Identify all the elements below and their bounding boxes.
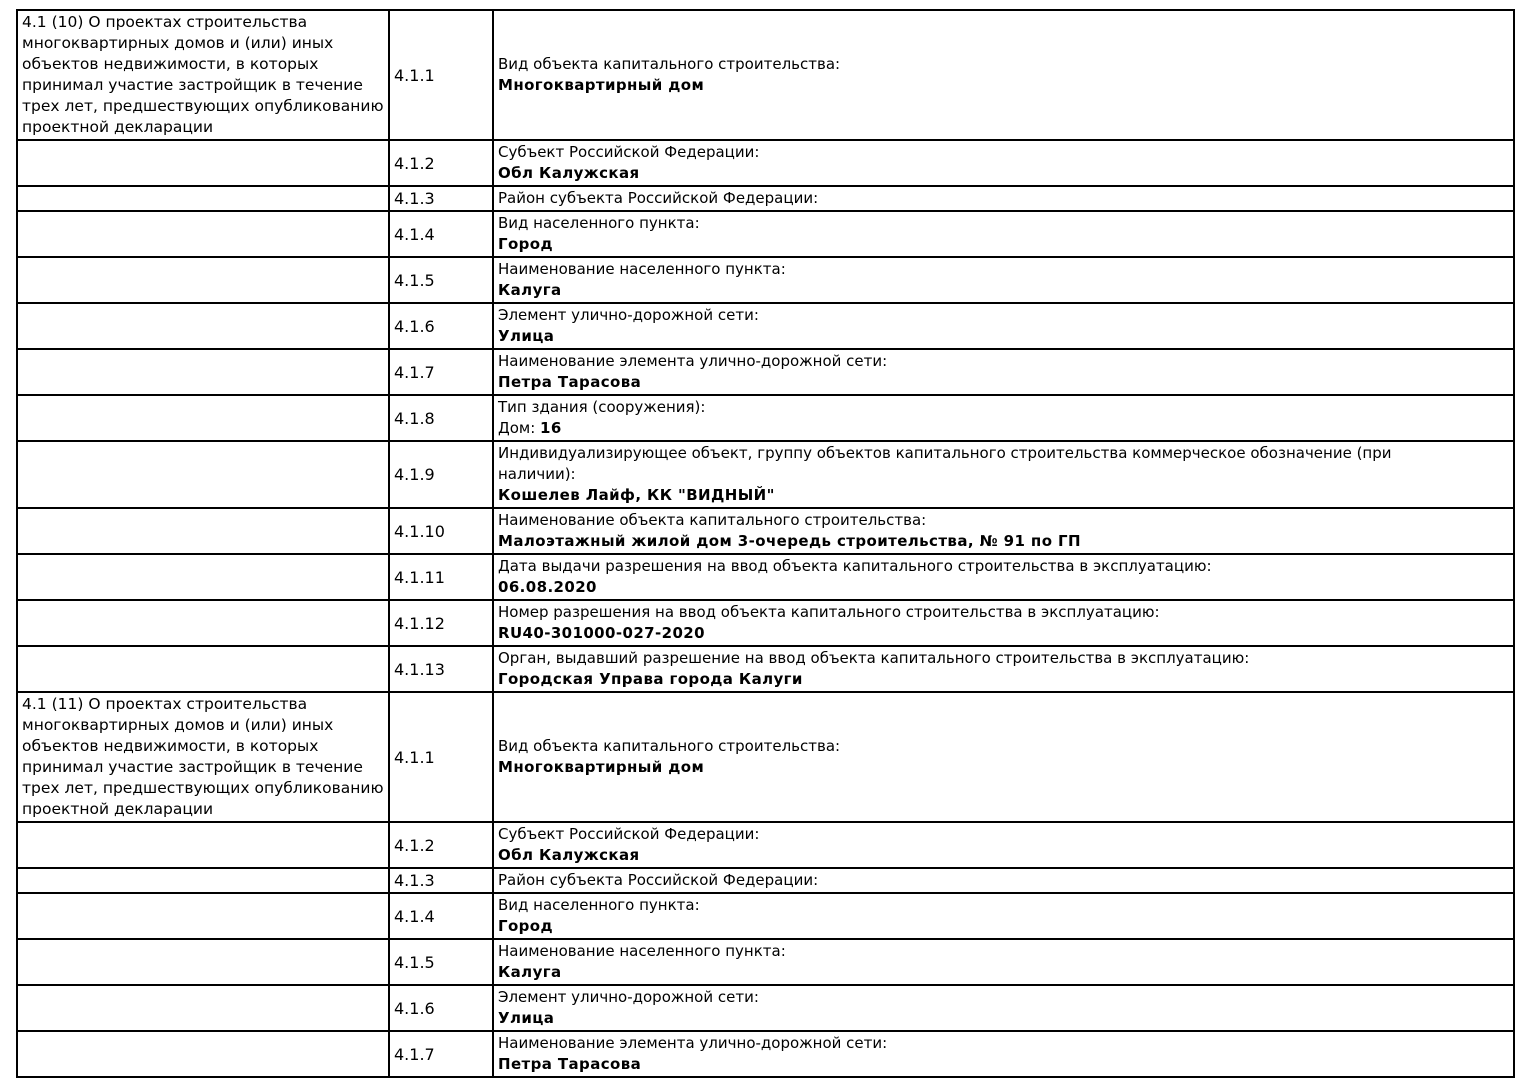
section-description-cell bbox=[17, 257, 389, 303]
table-row bbox=[17, 349, 1514, 395]
table-row bbox=[17, 822, 1514, 868]
section-description-cell bbox=[17, 822, 389, 868]
field-value: 16 bbox=[540, 419, 562, 437]
field-label: Субъект Российской Федерации: bbox=[498, 143, 760, 161]
field-value-line bbox=[498, 577, 1503, 598]
field-value: Петра Тарасова bbox=[498, 1055, 642, 1073]
section-description-cell bbox=[17, 10, 389, 140]
field-label: Наименование населенного пункта: bbox=[498, 942, 786, 960]
section-description-cell bbox=[17, 692, 389, 822]
table-row bbox=[17, 395, 1514, 441]
field-label: Наименование элемента улично-дорожной сети: bbox=[498, 1034, 888, 1052]
field-value: RU40-301000-027-2020 bbox=[498, 624, 705, 642]
row-number: 4.1.13 bbox=[394, 659, 445, 679]
field-label: Номер разрешения на ввод объекта капитального строительства в эксплуатацию: bbox=[498, 603, 1160, 621]
field-value-line bbox=[498, 163, 1503, 184]
row-content-cell bbox=[493, 257, 1514, 303]
field-value-line bbox=[498, 669, 1503, 690]
field-label: Тип здания (сооружения): bbox=[498, 398, 706, 416]
row-content-cell bbox=[493, 692, 1514, 822]
section-title: 4.1 (10) О проектах строительства многоквартирных домов и (или) иных объектов недвижимости, в которых принимал участие застройщик в течение трех лет, предшествующих опубликованию проектной декларации bbox=[22, 13, 384, 136]
row-number-cell bbox=[389, 257, 493, 303]
section-description-cell bbox=[17, 554, 389, 600]
section-description-cell bbox=[17, 441, 389, 508]
row-content-cell bbox=[493, 186, 1514, 211]
field-label: Индивидуализирующее объект, группу объектов капитального строительства коммерческое обозначение (при наличии): bbox=[498, 444, 1392, 483]
field-value-line bbox=[498, 1054, 1503, 1075]
field-value: Многоквартирный дом bbox=[498, 758, 705, 776]
section-description-cell bbox=[17, 646, 389, 692]
row-content-cell bbox=[493, 395, 1514, 441]
field-value-line bbox=[498, 916, 1503, 937]
field-label: Наименование объекта капитального строительства: bbox=[498, 511, 927, 529]
field-value-line bbox=[498, 1008, 1503, 1029]
field-value-line bbox=[498, 531, 1503, 552]
row-number: 4.1.7 bbox=[394, 1044, 435, 1064]
field-label: Орган, выдавший разрешение на ввод объекта капитального строительства в эксплуатацию: bbox=[498, 649, 1250, 667]
field-value-line bbox=[498, 234, 1503, 255]
field-value-line bbox=[498, 845, 1503, 866]
row-number: 4.1.4 bbox=[394, 224, 435, 244]
row-number: 4.1.2 bbox=[394, 153, 435, 173]
field-label: Наименование населенного пункта: bbox=[498, 260, 786, 278]
field-value-line bbox=[498, 372, 1503, 393]
row-content-cell bbox=[493, 822, 1514, 868]
row-number: 4.1.5 bbox=[394, 952, 435, 972]
row-content-cell bbox=[493, 868, 1514, 893]
table-row bbox=[17, 939, 1514, 985]
row-number-cell bbox=[389, 692, 493, 822]
row-number: 4.1.11 bbox=[394, 567, 445, 587]
field-value: Калуга bbox=[498, 963, 562, 981]
table-row bbox=[17, 692, 1514, 822]
row-number-cell bbox=[389, 600, 493, 646]
row-number-cell bbox=[389, 554, 493, 600]
field-value-prefix: Дом: bbox=[498, 419, 541, 437]
row-number-cell bbox=[389, 508, 493, 554]
row-number: 4.1.1 bbox=[394, 65, 435, 85]
table-row bbox=[17, 303, 1514, 349]
row-number-cell bbox=[389, 822, 493, 868]
row-content-cell bbox=[493, 600, 1514, 646]
row-content-cell bbox=[493, 646, 1514, 692]
row-number-cell bbox=[389, 140, 493, 186]
table-row bbox=[17, 186, 1514, 211]
section-description-cell bbox=[17, 395, 389, 441]
field-label: Район субъекта Российской Федерации: bbox=[498, 871, 819, 889]
row-number-cell bbox=[389, 646, 493, 692]
row-number: 4.1.12 bbox=[394, 613, 445, 633]
field-value: Многоквартирный дом bbox=[498, 76, 705, 94]
table-row bbox=[17, 985, 1514, 1031]
section-description-cell bbox=[17, 211, 389, 257]
field-label: Наименование элемента улично-дорожной сети: bbox=[498, 352, 888, 370]
field-label: Элемент улично-дорожной сети: bbox=[498, 306, 759, 324]
row-number: 4.1.3 bbox=[394, 871, 435, 890]
field-value-line bbox=[498, 485, 1503, 506]
field-value: Кошелев Лайф, КК "ВИДНЫЙ" bbox=[498, 486, 775, 504]
row-number: 4.1.9 bbox=[394, 465, 435, 484]
row-content-cell bbox=[493, 1031, 1514, 1077]
row-number-cell bbox=[389, 10, 493, 140]
row-number: 4.1.10 bbox=[394, 521, 445, 541]
declaration-table-body bbox=[17, 10, 1514, 1077]
field-label: Элемент улично-дорожной сети: bbox=[498, 988, 759, 1006]
field-label: Вид населенного пункта: bbox=[498, 896, 700, 914]
field-value-line bbox=[498, 75, 1503, 96]
section-description-cell bbox=[17, 303, 389, 349]
section-description-cell bbox=[17, 186, 389, 211]
section-description-cell bbox=[17, 508, 389, 554]
section-description-cell bbox=[17, 349, 389, 395]
row-content-cell bbox=[493, 893, 1514, 939]
row-number-cell bbox=[389, 186, 493, 211]
row-number: 4.1.2 bbox=[394, 835, 435, 855]
field-label: Субъект Российской Федерации: bbox=[498, 825, 760, 843]
row-number: 4.1.3 bbox=[394, 189, 435, 208]
row-number-cell bbox=[389, 939, 493, 985]
row-content-cell bbox=[493, 10, 1514, 140]
section-description-cell bbox=[17, 939, 389, 985]
table-row bbox=[17, 257, 1514, 303]
section-description-cell bbox=[17, 600, 389, 646]
row-content-cell bbox=[493, 211, 1514, 257]
row-number-cell bbox=[389, 985, 493, 1031]
row-number-cell bbox=[389, 211, 493, 257]
row-content-cell bbox=[493, 939, 1514, 985]
row-number-cell bbox=[389, 893, 493, 939]
table-row bbox=[17, 646, 1514, 692]
field-value-line bbox=[498, 623, 1503, 644]
table-row bbox=[17, 600, 1514, 646]
field-label: Вид населенного пункта: bbox=[498, 214, 700, 232]
field-label: Дата выдачи разрешения на ввод объекта капитального строительства в эксплуатацию: bbox=[498, 557, 1212, 575]
row-number-cell bbox=[389, 303, 493, 349]
field-value: Малоэтажный жилой дом 3-очередь строительства, № 91 по ГП bbox=[498, 532, 1081, 550]
field-value: 06.08.2020 bbox=[498, 578, 597, 596]
table-row bbox=[17, 211, 1514, 257]
field-value-line bbox=[498, 280, 1503, 301]
row-content-cell bbox=[493, 508, 1514, 554]
row-content-cell bbox=[493, 985, 1514, 1031]
project-declaration-table bbox=[16, 9, 1515, 1078]
row-content-cell bbox=[493, 140, 1514, 186]
row-number-cell bbox=[389, 441, 493, 508]
table-row bbox=[17, 868, 1514, 893]
field-value-line bbox=[498, 962, 1503, 983]
field-label: Район субъекта Российской Федерации: bbox=[498, 189, 819, 207]
table-row bbox=[17, 893, 1514, 939]
table-row bbox=[17, 441, 1514, 508]
field-value-line bbox=[498, 757, 1503, 778]
field-value: Улица bbox=[498, 1009, 555, 1027]
section-description-cell bbox=[17, 985, 389, 1031]
row-number: 4.1.4 bbox=[394, 906, 435, 926]
row-content-cell bbox=[493, 349, 1514, 395]
row-number: 4.1.6 bbox=[394, 998, 435, 1018]
field-label: Вид объекта капитального строительства: bbox=[498, 737, 841, 755]
field-value: Город bbox=[498, 917, 554, 935]
field-value: Город bbox=[498, 235, 554, 253]
field-value: Калуга bbox=[498, 281, 562, 299]
row-number-cell bbox=[389, 868, 493, 893]
field-value: Петра Тарасова bbox=[498, 373, 642, 391]
table-row bbox=[17, 140, 1514, 186]
row-content-cell bbox=[493, 303, 1514, 349]
field-value: Городская Управа города Калуги bbox=[498, 670, 803, 688]
field-value: Улица bbox=[498, 327, 555, 345]
row-number: 4.1.7 bbox=[394, 362, 435, 382]
row-number: 4.1.8 bbox=[394, 408, 435, 428]
table-row bbox=[17, 1031, 1514, 1077]
section-title: 4.1 (11) О проектах строительства многоквартирных домов и (или) иных объектов недвижимости, в которых принимал участие застройщик в течение трех лет, предшествующих опубликованию проектной декларации bbox=[22, 695, 384, 818]
row-number-cell bbox=[389, 349, 493, 395]
row-number-cell bbox=[389, 395, 493, 441]
field-value: Обл Калужская bbox=[498, 846, 640, 864]
table-row bbox=[17, 554, 1514, 600]
section-description-cell bbox=[17, 868, 389, 893]
field-value-line bbox=[498, 326, 1503, 347]
field-value: Обл Калужская bbox=[498, 164, 640, 182]
row-number: 4.1.5 bbox=[394, 270, 435, 290]
section-description-cell bbox=[17, 1031, 389, 1077]
row-content-cell bbox=[493, 554, 1514, 600]
field-label: Вид объекта капитального строительства: bbox=[498, 55, 841, 73]
section-description-cell bbox=[17, 140, 389, 186]
table-row bbox=[17, 508, 1514, 554]
row-number: 4.1.6 bbox=[394, 316, 435, 336]
section-description-cell bbox=[17, 893, 389, 939]
table-row bbox=[17, 10, 1514, 140]
row-number: 4.1.1 bbox=[394, 747, 435, 767]
field-value-line bbox=[498, 418, 1503, 439]
row-content-cell bbox=[493, 441, 1514, 508]
row-number-cell bbox=[389, 1031, 493, 1077]
